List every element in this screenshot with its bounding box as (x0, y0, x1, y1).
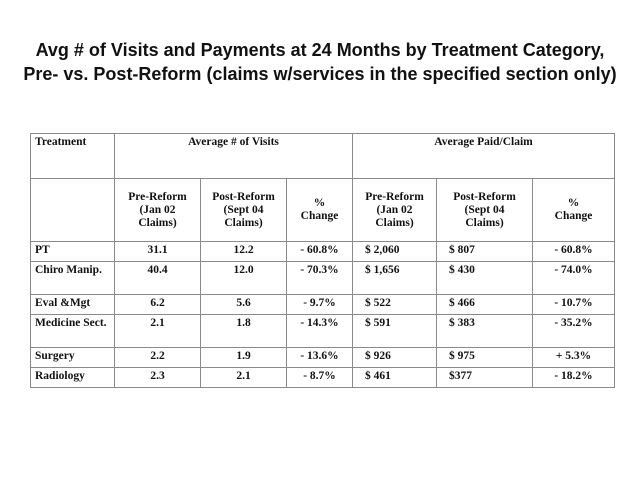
subheader-post-visits: Post-Reform (Sept 04 Claims) (201, 179, 287, 242)
cell-visits-change: - 9.7% (287, 295, 353, 315)
subheader-pre-visits: Pre-Reform (Jan 02 Claims) (115, 179, 201, 242)
cell-post-paid: $ 466 (437, 295, 533, 315)
cell-post-visits: 2.1 (201, 368, 287, 388)
row-label: Surgery (31, 348, 115, 368)
subheader-paid-change: % Change (533, 179, 615, 242)
cell-pre-paid: $ 2,060 (353, 242, 437, 262)
row-label: Radiology (31, 368, 115, 388)
cell-paid-change: + 5.3% (533, 348, 615, 368)
table-row (31, 315, 615, 348)
table-row (31, 295, 615, 315)
cell-pre-paid: $ 522 (353, 295, 437, 315)
header-treatment: Treatment (31, 134, 115, 179)
subheader-pre-paid: Pre-Reform (Jan 02 Claims) (353, 179, 437, 242)
slide-title (0, 38, 640, 86)
title-line-2: Pre- vs. Post-Reform (claims w/services in the specified section only) (23, 64, 617, 84)
header-average-visits: Average # of Visits (115, 134, 353, 179)
title-line-1: Avg # of Visits and Payments at 24 Months by Treatment Category, (35, 40, 605, 60)
cell-paid-change: - 74.0% (533, 262, 615, 295)
cell-visits-change: - 13.6% (287, 348, 353, 368)
cell-pre-visits: 40.4 (115, 262, 201, 295)
visits-payments-table (30, 133, 615, 388)
cell-paid-change: - 18.2% (533, 368, 615, 388)
subheader-blank (31, 179, 115, 242)
cell-post-visits: 1.8 (201, 315, 287, 348)
cell-paid-change: - 10.7% (533, 295, 615, 315)
cell-pre-visits: 2.1 (115, 315, 201, 348)
cell-pre-visits: 31.1 (115, 242, 201, 262)
cell-post-paid: $ 383 (437, 315, 533, 348)
cell-post-paid: $377 (437, 368, 533, 388)
row-label: Medicine Sect. (31, 315, 115, 348)
cell-pre-visits: 6.2 (115, 295, 201, 315)
subheader-post-paid: Post-Reform (Sept 04 Claims) (437, 179, 533, 242)
row-label: PT (31, 242, 115, 262)
cell-post-paid: $ 807 (437, 242, 533, 262)
cell-pre-paid: $ 1,656 (353, 262, 437, 295)
cell-post-visits: 5.6 (201, 295, 287, 315)
cell-visits-change: - 70.3% (287, 262, 353, 295)
cell-post-paid: $ 430 (437, 262, 533, 295)
cell-post-visits: 12.2 (201, 242, 287, 262)
table-row (31, 368, 615, 388)
table-row (31, 348, 615, 368)
cell-pre-paid: $ 926 (353, 348, 437, 368)
cell-pre-visits: 2.2 (115, 348, 201, 368)
header-average-paid: Average Paid/Claim (353, 134, 615, 179)
cell-post-visits: 1.9 (201, 348, 287, 368)
cell-visits-change: - 14.3% (287, 315, 353, 348)
subheader-visits-change: % Change (287, 179, 353, 242)
cell-post-paid: $ 975 (437, 348, 533, 368)
cell-visits-change: - 8.7% (287, 368, 353, 388)
row-label: Chiro Manip. (31, 262, 115, 295)
cell-visits-change: - 60.8% (287, 242, 353, 262)
cell-paid-change: - 35.2% (533, 315, 615, 348)
table-row (31, 262, 615, 295)
cell-post-visits: 12.0 (201, 262, 287, 295)
table-row (31, 242, 615, 262)
cell-paid-change: - 60.8% (533, 242, 615, 262)
cell-pre-paid: $ 461 (353, 368, 437, 388)
cell-pre-visits: 2.3 (115, 368, 201, 388)
row-label: Eval &Mgt (31, 295, 115, 315)
cell-pre-paid: $ 591 (353, 315, 437, 348)
